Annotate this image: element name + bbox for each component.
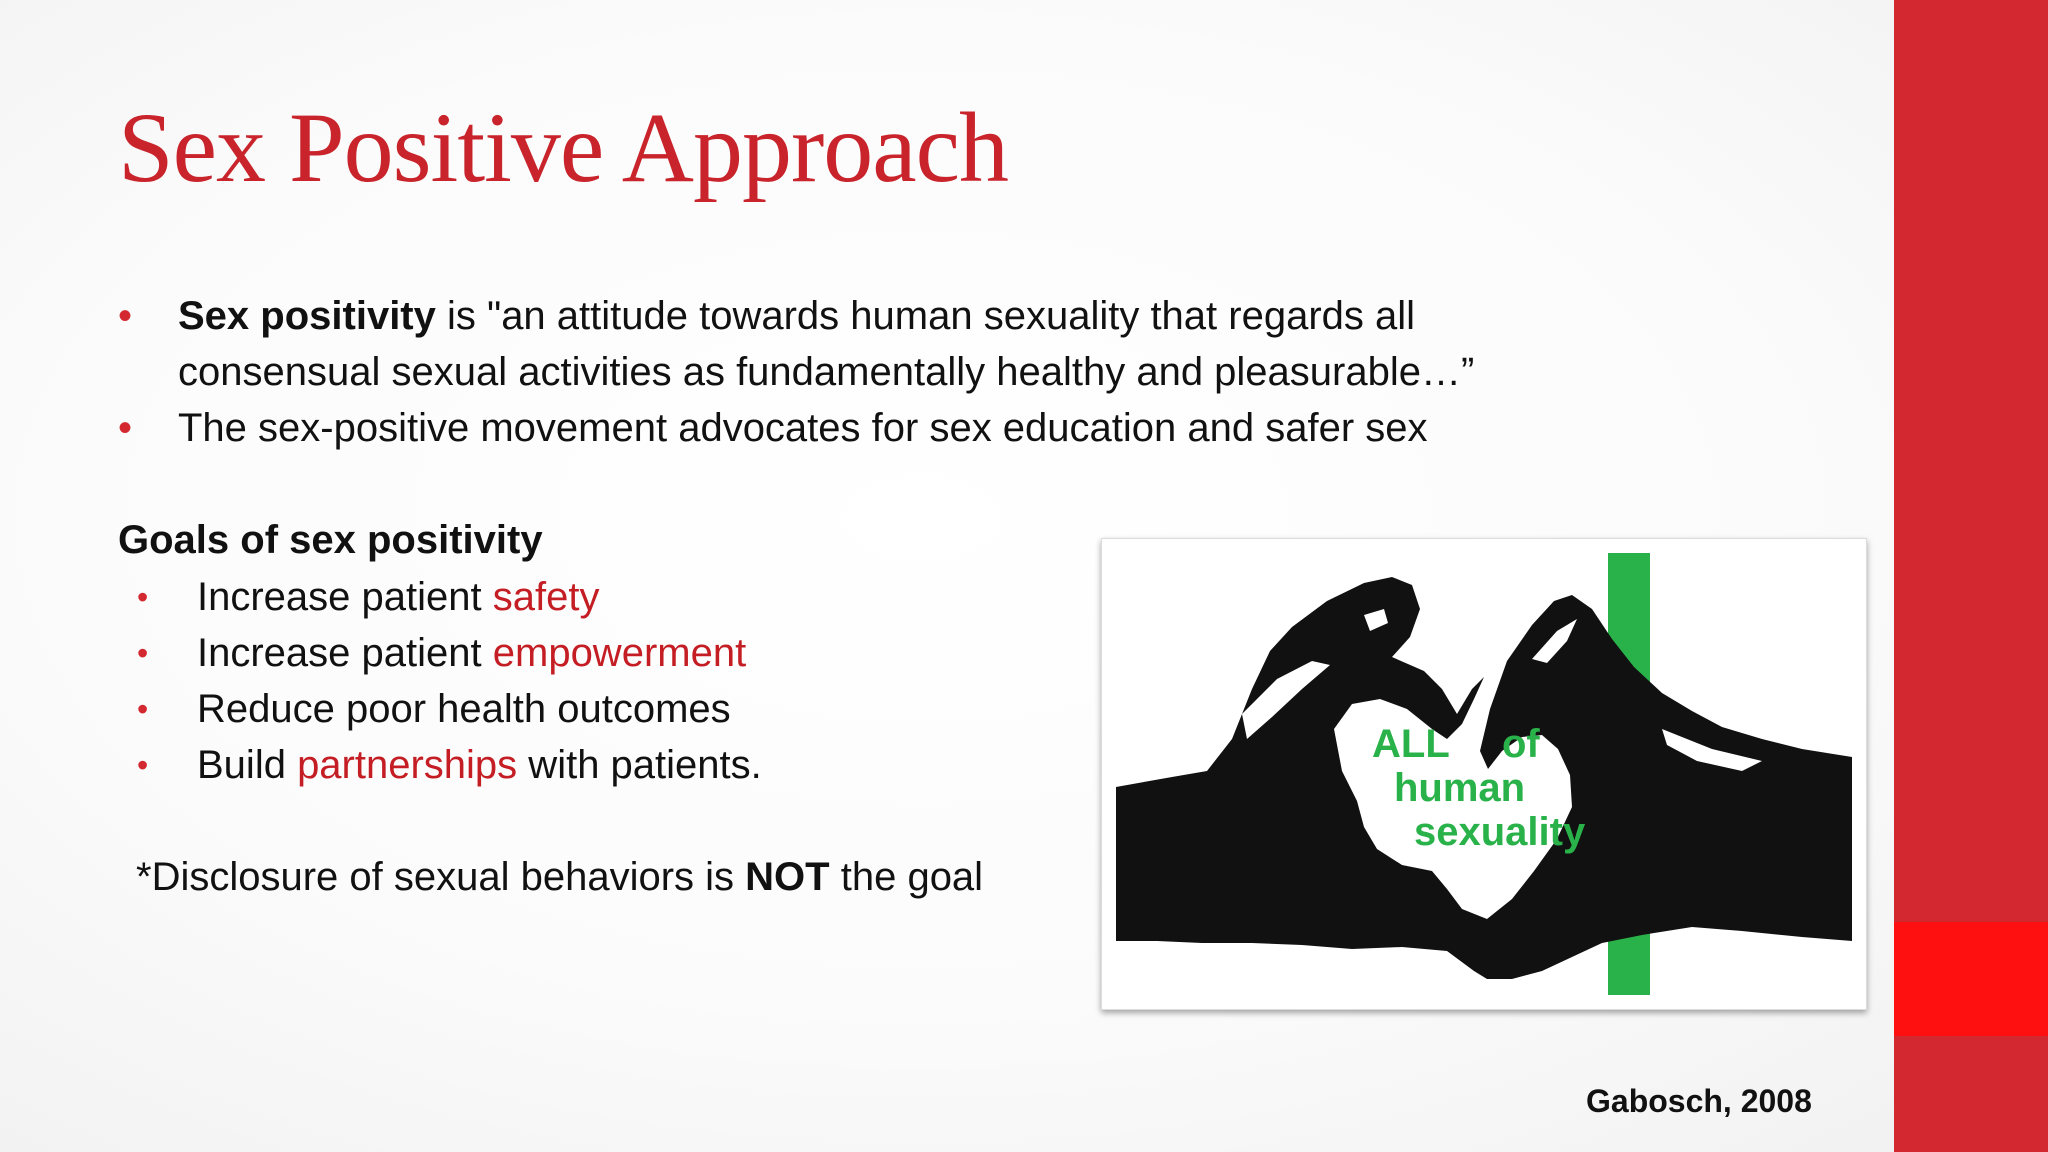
goal-item <box>135 625 1035 681</box>
accent-bar <box>1894 0 2048 1152</box>
image-text-of: of <box>1502 722 1540 766</box>
note-text-end: the goal <box>829 855 984 899</box>
disclosure-note <box>136 849 983 905</box>
image-text-human: human <box>1394 766 1526 810</box>
goal-highlight: partnerships <box>297 743 518 787</box>
goal-text-suffix: with patients. <box>517 743 762 787</box>
accent-block <box>1894 922 2048 1036</box>
goal-highlight: safety <box>492 575 600 619</box>
citation: Gabosch, 2008 <box>1586 1083 1812 1119</box>
goals-heading: Goals of sex positivity <box>118 518 543 562</box>
goal-highlight: empowerment <box>492 631 747 675</box>
goal-item <box>135 569 1035 625</box>
bullet-icon: • <box>137 635 149 671</box>
heart-hands-image <box>1101 538 1867 1010</box>
image-text-all: ALL <box>1372 722 1450 766</box>
image-text-sexuality: sexuality <box>1414 810 1586 854</box>
bullet-bold-term: Sex positivity <box>178 294 436 338</box>
bullet-icon: • <box>118 406 133 450</box>
note-bold: NOT <box>745 855 830 899</box>
bullet-text: is "an attitude towards human sexuality that regards all consensual sexual activities as fundamentally healthy and pleasurable…” <box>178 294 1475 394</box>
bullet-item <box>118 288 1598 400</box>
bullet-icon: • <box>118 294 133 338</box>
slide-title: Sex Positive Approach <box>118 92 1009 203</box>
right-hand-shape <box>1480 595 1852 979</box>
bullet-text: The sex-positive movement advocates for sex education and safer sex <box>178 406 1428 450</box>
goal-text: Build <box>197 743 298 787</box>
definition-bullets <box>118 288 1598 456</box>
bullet-icon: • <box>137 747 149 783</box>
heart-hands-icon <box>1102 539 1866 1009</box>
goal-text: Increase patient <box>197 575 493 619</box>
goal-item <box>135 737 1035 793</box>
bullet-icon: • <box>137 691 149 727</box>
bullet-icon: • <box>137 579 149 615</box>
bullet-item <box>118 400 1598 456</box>
goal-text: Increase patient <box>197 631 493 675</box>
note-text: *Disclosure of sexual behaviors is <box>136 855 746 899</box>
goal-item <box>135 681 1035 737</box>
goal-text: Reduce poor health outcomes <box>197 687 731 731</box>
goals-list <box>135 569 1035 793</box>
